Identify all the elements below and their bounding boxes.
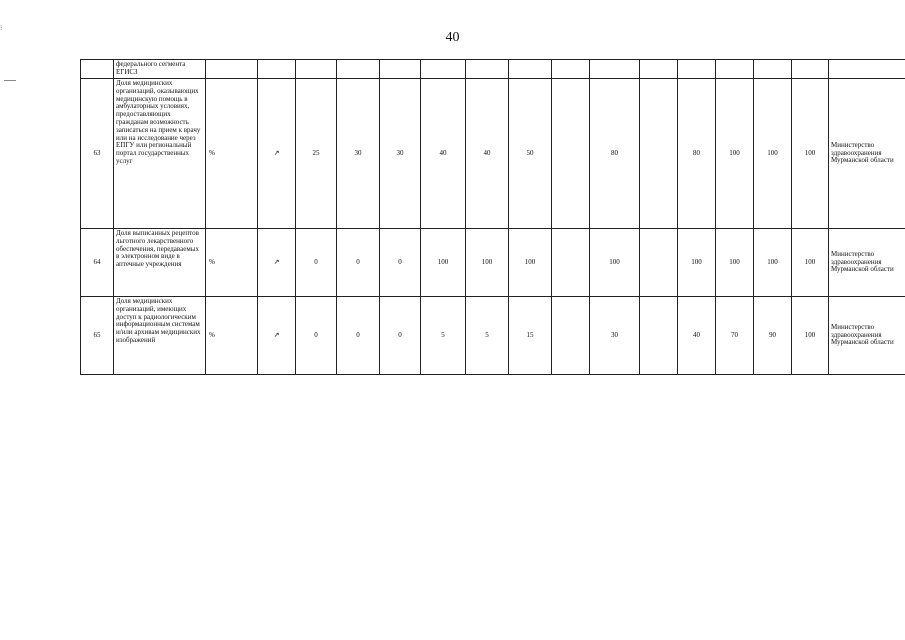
unit-cell: % [206, 229, 258, 297]
row-number: 64 [81, 229, 114, 297]
value-cell: 100 [421, 229, 466, 297]
value-cell [466, 60, 509, 79]
responsible-cell: Министерство здравоохранения Мурманской области [829, 229, 905, 297]
value-cell [296, 60, 337, 79]
indicator-name: федерального сегмента ЕГИСЗ [114, 60, 206, 79]
value-cell: 80 [590, 79, 640, 229]
indicator-name: Доля медицинских организаций, имеющих доступ к радиологическим информационным системам и/или архивам медицинских изображений [114, 297, 206, 375]
value-cell: 0 [296, 229, 337, 297]
value-cell: 0 [337, 229, 380, 297]
row-number: 63 [81, 79, 114, 229]
value-cell: 40 [466, 79, 509, 229]
indicators-table [80, 59, 905, 375]
value-cell [590, 60, 640, 79]
unit-cell: % [206, 297, 258, 375]
value-cell: 25 [296, 79, 337, 229]
unit-cell: % [206, 79, 258, 229]
value-cell: 15 [509, 297, 552, 375]
value-cell: 100 [466, 229, 509, 297]
value-cell: 50 [509, 79, 552, 229]
value-cell [678, 60, 716, 79]
value-cell: 90 [754, 297, 792, 375]
value-cell: 30 [337, 79, 380, 229]
value-cell: 100 [754, 79, 792, 229]
value-cell: 100 [792, 79, 829, 229]
value-cell: 70 [716, 297, 754, 375]
responsible-cell [829, 60, 905, 79]
responsible-cell: Министерство здравоохранения Мурманской области [829, 297, 905, 375]
value-cell: 100 [509, 229, 552, 297]
value-cell: 30 [380, 79, 421, 229]
value-cell: 40 [421, 79, 466, 229]
trend-arrow-icon [258, 60, 296, 79]
value-cell: 100 [792, 297, 829, 375]
value-cell [552, 60, 590, 79]
value-cell: 5 [466, 297, 509, 375]
value-cell [552, 79, 590, 229]
responsible-cell: Министерство здравоохранения Мурманской области [829, 79, 905, 229]
value-cell: 0 [337, 297, 380, 375]
value-cell [640, 60, 678, 79]
value-cell [792, 60, 829, 79]
page-number: 40 [445, 30, 460, 45]
margin-mark: ⁝ [0, 24, 3, 32]
value-cell [552, 297, 590, 375]
value-cell [421, 60, 466, 79]
value-cell: 80 [678, 79, 716, 229]
trend-arrow-icon: ↗ [258, 229, 296, 297]
value-cell [380, 60, 421, 79]
table-row [81, 60, 905, 79]
value-cell [716, 60, 754, 79]
value-cell: 0 [380, 297, 421, 375]
row-number: 65 [81, 297, 114, 375]
value-cell [754, 60, 792, 79]
value-cell: 0 [296, 297, 337, 375]
value-cell: 100 [754, 229, 792, 297]
value-cell [509, 60, 552, 79]
value-cell [640, 79, 678, 229]
value-cell: 40 [678, 297, 716, 375]
value-cell: 100 [590, 229, 640, 297]
value-cell [552, 229, 590, 297]
value-cell: 100 [792, 229, 829, 297]
value-cell: 5 [421, 297, 466, 375]
value-cell [640, 297, 678, 375]
table-row [81, 79, 905, 229]
value-cell [640, 229, 678, 297]
value-cell: 100 [716, 79, 754, 229]
value-cell: 100 [678, 229, 716, 297]
trend-arrow-icon: ↗ [258, 79, 296, 229]
value-cell: 0 [380, 229, 421, 297]
indicator-name: Доля медицинских организаций, оказывающих медицинскую помощь в амбулаторных условиях, предоставляющих гражданам возможность записаться на прием к врачу или на исследование через ЕПГУ или региональный портал государственных услуг [114, 79, 206, 229]
row-number [81, 60, 114, 79]
table-row [81, 229, 905, 297]
trend-arrow-icon: ↗ [258, 297, 296, 375]
value-cell: 100 [716, 229, 754, 297]
value-cell [337, 60, 380, 79]
indicator-name: Доля выписанных рецептов льготного лекарственного обеспечения, передаваемых в электронном виде в аптечные учреждения [114, 229, 206, 297]
margin-dash [4, 80, 16, 81]
unit-cell [206, 60, 258, 79]
value-cell: 30 [590, 297, 640, 375]
table-row [81, 297, 905, 375]
